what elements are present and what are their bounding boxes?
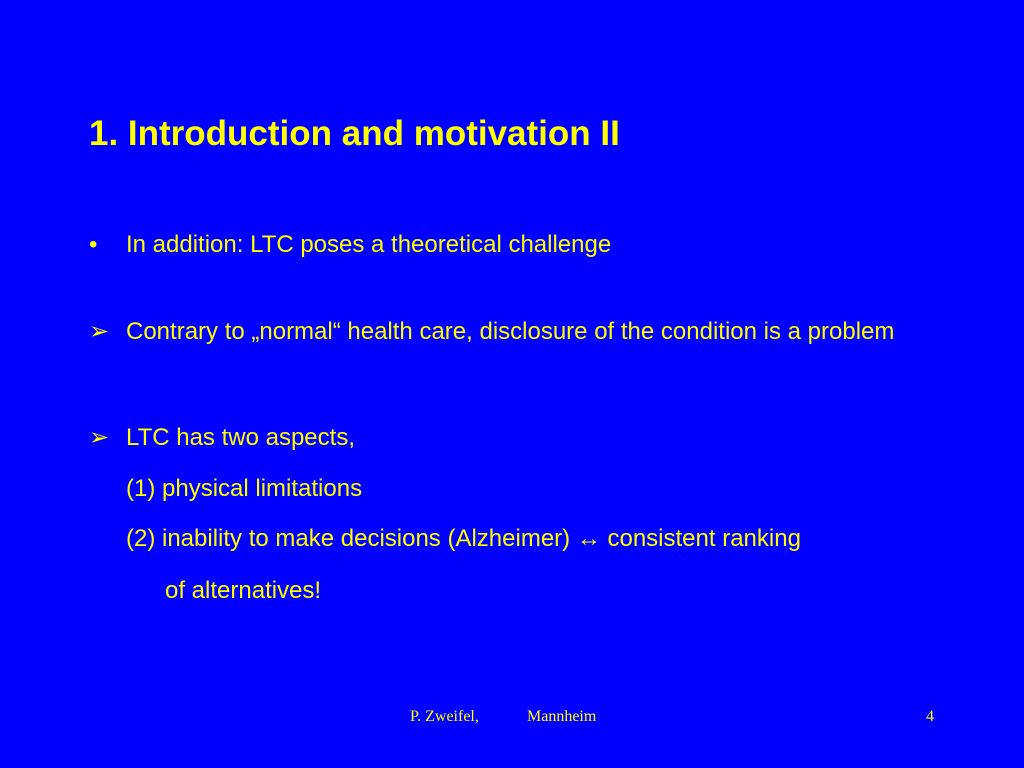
slide-title: 1. Introduction and motivation II: [89, 114, 620, 153]
sub-line: (2) inability to make decisions (Alzheimer) ↔ consistent ranking: [126, 525, 801, 552]
footer-place: Mannheim: [527, 708, 597, 725]
bullet-dot-icon: •: [89, 231, 98, 258]
sub-line: of alternatives!: [165, 577, 322, 604]
page-number: 4: [926, 708, 934, 725]
sub-line: (1) physical limitations: [126, 475, 363, 502]
footer-author: P. Zweifel,: [410, 708, 479, 725]
bullet-text: LTC has two aspects,: [126, 424, 355, 451]
arrow-bullet-icon: ➢: [89, 424, 110, 451]
bullet-text: Contrary to „normal“ health care, disclosure of the condition is a problem: [126, 318, 895, 345]
bullet-text: In addition: LTC poses a theoretical challenge: [126, 231, 612, 258]
arrow-bullet-icon: ➢: [89, 318, 110, 345]
